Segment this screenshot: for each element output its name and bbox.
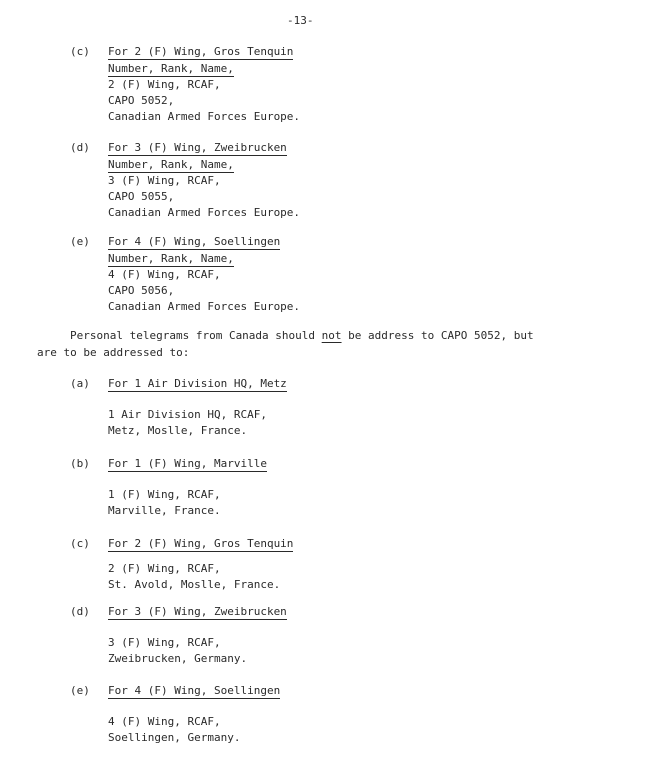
- entry-line: Zweibrucken, Germany.: [108, 652, 248, 665]
- paragraph-text: be address to CAPO 5052, but: [341, 329, 534, 342]
- entry-letter: (d): [70, 605, 90, 618]
- entry-heading: For 4 (F) Wing, Soellingen: [108, 235, 281, 248]
- entry-line: Number, Rank, Name,: [108, 62, 234, 75]
- entry-heading: For 1 Air Division HQ, Metz: [108, 377, 287, 390]
- entry-heading: For 2 (F) Wing, Gros Tenquin: [108, 45, 294, 58]
- entry-line: 2 (F) Wing, RCAF,: [108, 78, 221, 91]
- entry-heading: For 3 (F) Wing, Zweibrucken: [108, 141, 287, 154]
- entry-line: 3 (F) Wing, RCAF,: [108, 636, 221, 649]
- emphasis-not: not: [321, 329, 342, 342]
- entry-line: CAPO 5055,: [108, 190, 175, 203]
- entry-line: Metz, Moslle, France.: [108, 424, 248, 437]
- entry-line: Marville, France.: [108, 504, 221, 517]
- entry-line: Canadian Armed Forces Europe.: [108, 300, 301, 313]
- entry-line: Number, Rank, Name,: [108, 158, 234, 171]
- entry-heading: For 2 (F) Wing, Gros Tenquin: [108, 537, 294, 550]
- entry-letter: (e): [70, 235, 90, 248]
- entry-line: Canadian Armed Forces Europe.: [108, 110, 301, 123]
- entry-line: 1 (F) Wing, RCAF,: [108, 488, 221, 501]
- entry-heading: For 4 (F) Wing, Soellingen: [108, 684, 281, 697]
- entry-letter: (e): [70, 684, 90, 697]
- paragraph-line-1: [70, 327, 534, 344]
- entry-letter: (c): [70, 45, 90, 58]
- entry-letter: (a): [70, 377, 90, 390]
- entry-heading: For 1 (F) Wing, Marville: [108, 457, 267, 470]
- paragraph-line-2: are to be addressed to:: [37, 346, 190, 359]
- entry-line: 2 (F) Wing, RCAF,: [108, 562, 221, 575]
- entry-letter: (d): [70, 141, 90, 154]
- entry-line: Canadian Armed Forces Europe.: [108, 206, 301, 219]
- entry-line: 1 Air Division HQ, RCAF,: [108, 408, 267, 421]
- entry-line: Soellingen, Germany.: [108, 731, 241, 744]
- entry-heading: For 3 (F) Wing, Zweibrucken: [108, 605, 287, 618]
- entry-line: CAPO 5056,: [108, 284, 175, 297]
- entry-letter: (b): [70, 457, 90, 470]
- entry-line: 4 (F) Wing, RCAF,: [108, 715, 221, 728]
- entry-line: Number, Rank, Name,: [108, 252, 234, 265]
- entry-line: 3 (F) Wing, RCAF,: [108, 174, 221, 187]
- entry-letter: (c): [70, 537, 90, 550]
- entry-line: 4 (F) Wing, RCAF,: [108, 268, 221, 281]
- entry-line: CAPO 5052,: [108, 94, 175, 107]
- page-number: -13-: [287, 14, 314, 27]
- entry-line: St. Avold, Moslle, France.: [108, 578, 281, 591]
- paragraph-text: Personal telegrams from Canada should: [70, 329, 322, 342]
